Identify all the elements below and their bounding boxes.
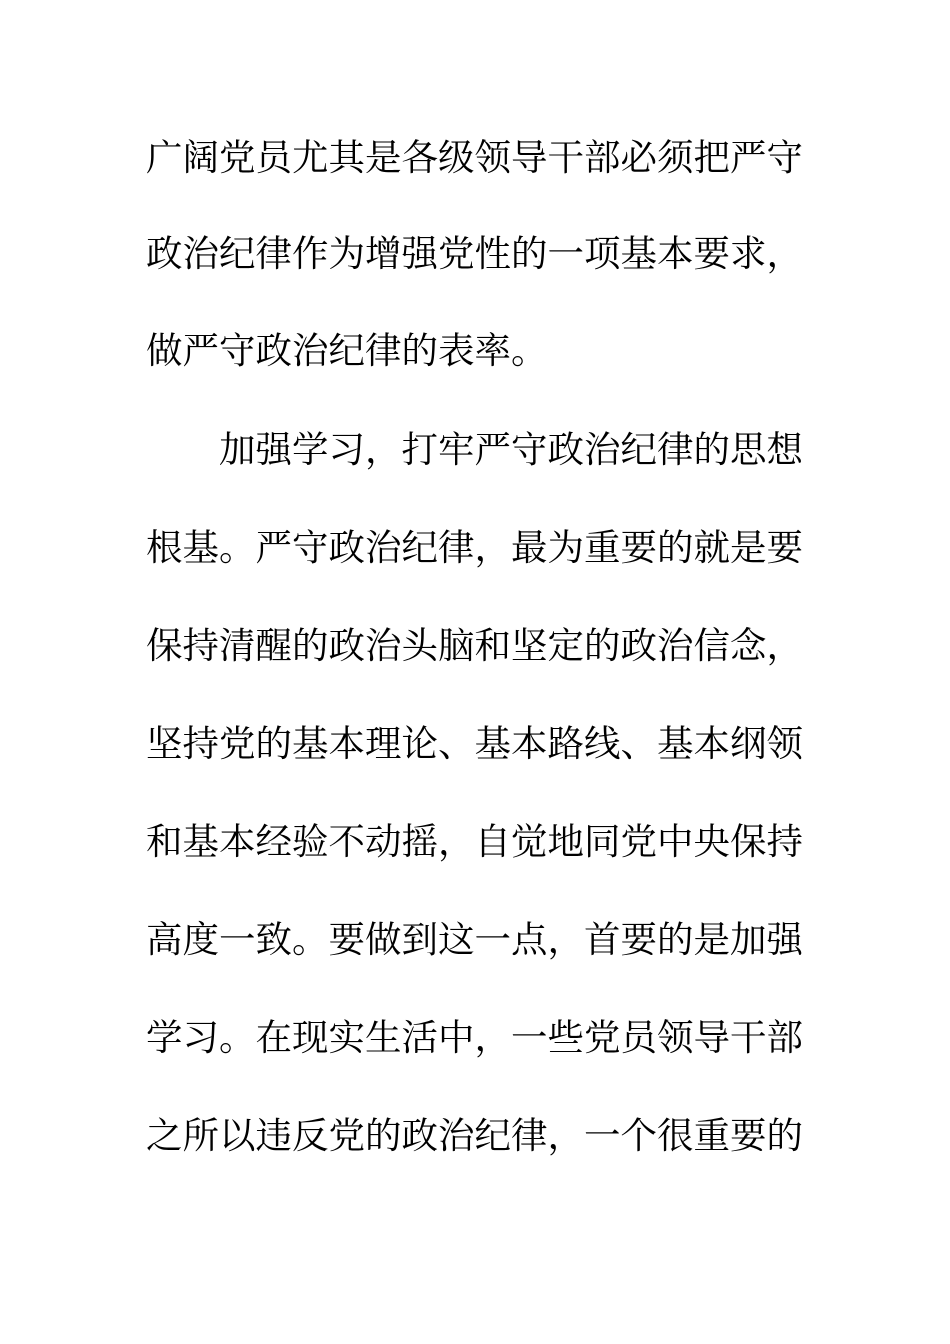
text-line: 高度一致。要做到这一点，首要的是加强 xyxy=(146,918,803,961)
text-line: 加强学习，打牢严守政治纪律的思想 xyxy=(219,428,803,471)
text-line: 保持清醒的政治头脑和坚定的政治信念， xyxy=(146,624,803,667)
text-line: 坚持党的基本理论、基本路线、基本纲领 xyxy=(146,722,803,765)
text-line: 政治纪律作为增强党性的一项基本要求， xyxy=(146,232,803,275)
text-line: 广阔党员尤其是各级领导干部必须把严守 xyxy=(146,136,803,179)
text-line: 和基本经验不动摇，自觉地同党中央保持 xyxy=(146,820,803,863)
text-line: 之所以违反党的政治纪律，一个很重要的 xyxy=(146,1114,803,1157)
text-line: 根基。严守政治纪律，最为重要的就是要 xyxy=(146,526,803,569)
text-line: 做严守政治纪律的表率。 xyxy=(146,329,548,372)
text-line: 学习。在现实生活中，一些党员领导干部 xyxy=(146,1016,803,1059)
